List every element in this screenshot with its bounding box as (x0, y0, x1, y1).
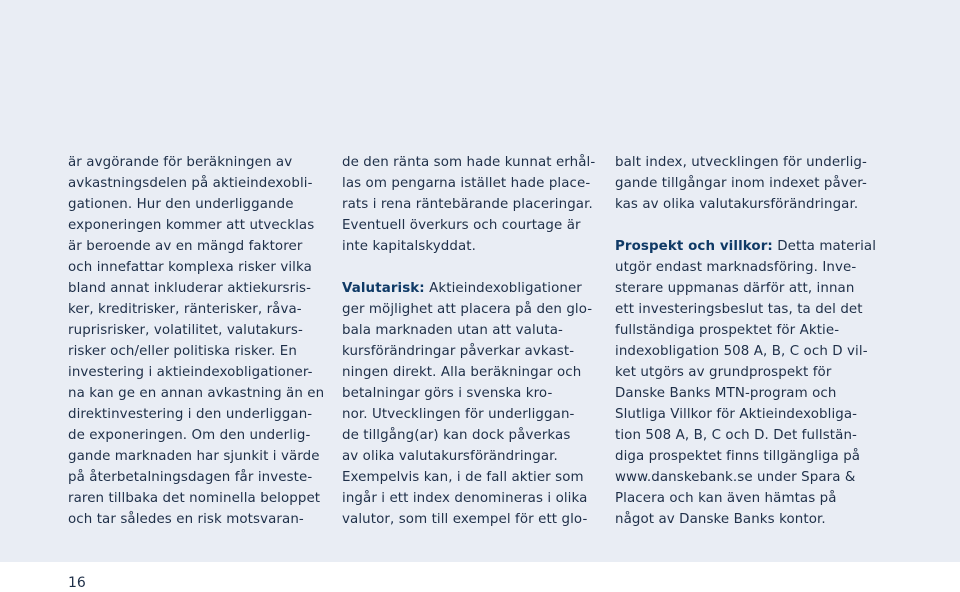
body-line: inte kapitalskyddat. (342, 239, 476, 254)
body-line: Placera och kan även hämtas på (615, 491, 837, 506)
body-line: avkastningsdelen på aktieindexobli- (68, 176, 313, 191)
body-line: utgör endast marknadsföring. Inve- (615, 260, 857, 275)
text-column-3 (615, 152, 877, 530)
body-line: kas av olika valutakursförändringar. (615, 197, 859, 212)
body-line: sterare uppmanas därför att, innan (615, 281, 855, 296)
text-column-2 (342, 152, 604, 530)
body-line: är beroende av en mängd faktorer (68, 239, 303, 254)
body-line: och tar således en risk motsvaran- (68, 512, 304, 527)
body-line: valutor, som till exempel för ett glo- (342, 512, 588, 527)
body-line: fullständiga prospektet för Aktie- (615, 323, 840, 338)
body-line: ett investeringsbeslut tas, ta del det (615, 302, 863, 317)
body-line: indexobligation 508 A, B, C och D vil- (615, 344, 868, 359)
body-line: rats i rena räntebärande placeringar. (342, 197, 593, 212)
body-line: något av Danske Banks kontor. (615, 512, 826, 527)
body-line: är avgörande för beräkningen av (68, 155, 293, 170)
body-line: ingår i ett index denomineras i olika (342, 491, 588, 506)
body-line: tion 508 A, B, C och D. Det fullstän- (615, 428, 857, 443)
prospekt-heading: Prospekt och villkor: (615, 239, 773, 254)
body-line: Exempelvis kan, i de fall aktier som (342, 470, 584, 485)
body-line: de den ränta som hade kunnat erhål- (342, 155, 596, 170)
body-line: ruprisrisker, volatilitet, valutakurs- (68, 323, 303, 338)
body-line: bland annat inkluderar aktiekursris- (68, 281, 312, 296)
valutarisk-lead-text: Aktieindexobligationer (429, 281, 582, 296)
body-line: av olika valutakursförändringar. (342, 449, 558, 464)
body-line: exponeringen kommer att utvecklas (68, 218, 315, 233)
body-line: betalningar görs i svenska kro- (342, 386, 553, 401)
body-line: nor. Utvecklingen för underliggan- (342, 407, 575, 422)
prospekt-first-line (615, 236, 877, 257)
body-line: risker och/eller politiska risker. En (68, 344, 297, 359)
paragraph-gap (342, 257, 604, 278)
page-number: 16 (68, 575, 86, 591)
valutarisk-heading: Valutarisk: (342, 281, 425, 296)
body-line: ker, kreditrisker, ränterisker, råva- (68, 302, 302, 317)
prospekt-lead-text: Detta material (777, 239, 877, 254)
body-line: las om pengarna istället hade place- (342, 176, 591, 191)
body-line: balt index, utvecklingen för underlig- (615, 155, 867, 170)
body-line: investering i aktieindexobligationer- (68, 365, 313, 380)
body-line: gande marknaden har sjunkit i värde (68, 449, 320, 464)
text-column-1 (68, 152, 330, 530)
body-line: de tillgång(ar) kan dock påverkas (342, 428, 571, 443)
body-line: ger möjlighet att placera på den glo- (342, 302, 593, 317)
body-line: kursförändringar påverkar avkast- (342, 344, 575, 359)
body-line: raren tillbaka det nominella beloppet (68, 491, 321, 506)
body-line: Eventuell överkurs och courtage är (342, 218, 581, 233)
body-line: Slutliga Villkor för Aktieindexobliga- (615, 407, 858, 422)
body-line: de exponeringen. Om den underlig- (68, 428, 311, 443)
body-line: www.danskebank.se under Spara & (615, 470, 856, 485)
valutarisk-first-line (342, 278, 604, 299)
body-line: gande tillgångar inom indexet påver- (615, 176, 867, 191)
body-line: na kan ge en annan avkastning än en (68, 386, 325, 401)
body-line: ket utgörs av grundprospekt för (615, 365, 832, 380)
body-line: diga prospektet finns tillgängliga på (615, 449, 861, 464)
body-line: och innefattar komplexa risker vilka (68, 260, 312, 275)
body-line: ningen direkt. Alla beräkningar och (342, 365, 582, 380)
body-line: bala marknaden utan att valuta- (342, 323, 563, 338)
body-line: Danske Banks MTN-program och (615, 386, 837, 401)
body-line: på återbetalningsdagen får investe- (68, 470, 313, 485)
paragraph-gap (615, 215, 877, 236)
body-line: gationen. Hur den underliggande (68, 197, 294, 212)
body-line: direktinvestering i den underliggan- (68, 407, 313, 422)
